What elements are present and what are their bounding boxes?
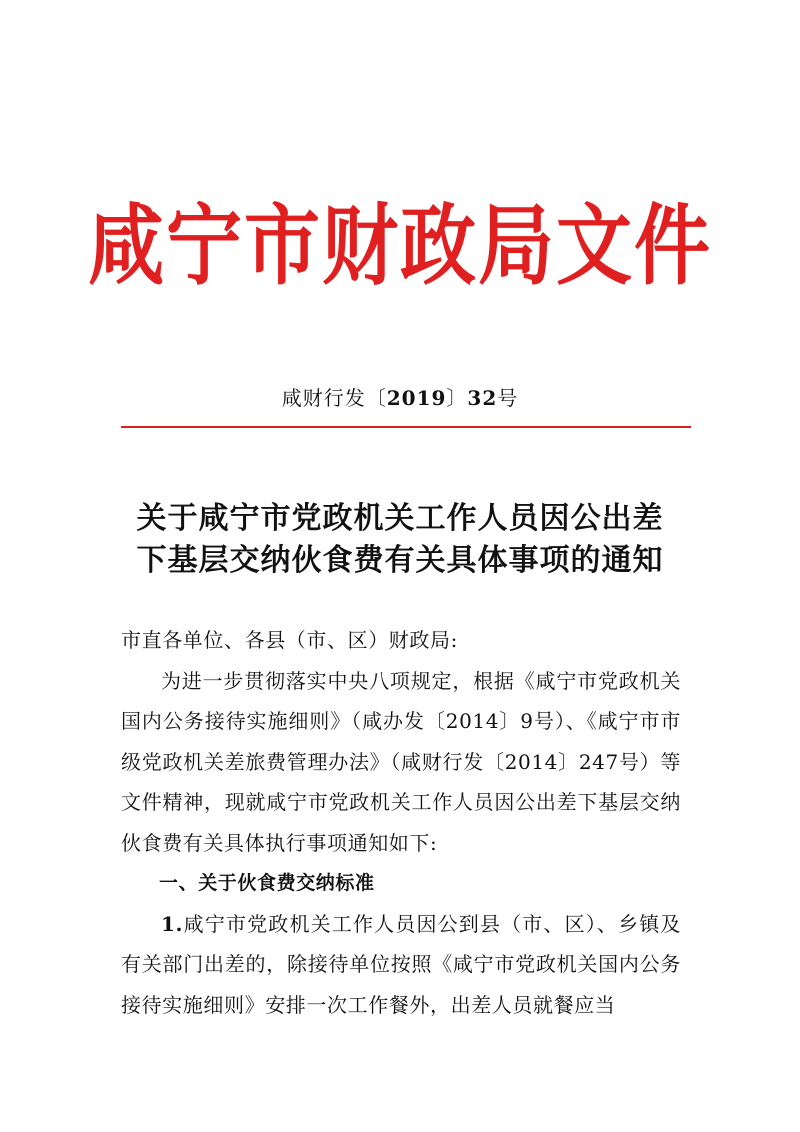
salutation: 市直各单位、各县（市、区）财政局: <box>121 628 458 652</box>
doc-number-prefix: 咸财行发〔 <box>281 386 387 410</box>
section-heading-1: 一、关于伙食费交纳标准 <box>159 872 375 894</box>
item-1-text: 咸宁市党政机关工作人员因公到县（市、区）、乡镇及有关部门出差的，除接待单位按照《咸宁市党政机关国内公务接待实施细则》安排一次工作餐外，出差人员就餐应当 <box>121 911 681 1017</box>
masthead-title: 咸宁市财政局文件 <box>88 194 712 297</box>
doc-number-num: 32 <box>467 386 498 410</box>
item-1-number: 1. <box>161 911 184 936</box>
notice-title-line-2: 下基层交纳伙食费有关具体事项的通知 <box>136 543 664 578</box>
doc-number-suffix: 号 <box>497 386 519 410</box>
doc-number-mid: 〕 <box>446 386 468 410</box>
paragraph-intro: 为进一步贯彻落实中央八项规定，根据《咸宁市党政机关国内公务接待实施细则》（咸办发〔2014〕9号）、《咸宁市市级党政机关差旅费管理办法》（咸财行发〔2014〕247号）等文件精神，现就咸宁市党政机关工作人员因公出差下基层交纳伙食费有关具体执行事项通知如下: <box>121 668 681 855</box>
notice-title-line-1: 关于咸宁市党政机关工作人员因公出差 <box>136 501 664 536</box>
doc-number-year: 2019 <box>386 386 447 410</box>
item-1 <box>121 904 681 1026</box>
document-body <box>121 620 681 1025</box>
notice-title <box>60 498 740 582</box>
red-divider <box>121 426 691 428</box>
document-number <box>0 382 800 411</box>
